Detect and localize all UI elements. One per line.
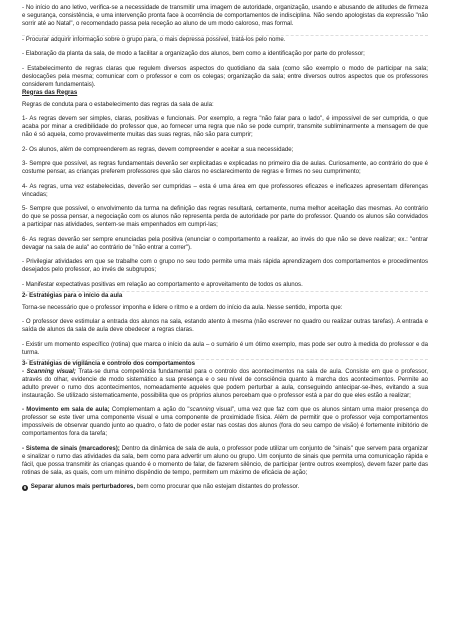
movimento-italic: scanning [189, 406, 214, 413]
paragraph-regras-intro: Regras de conduta para o estabelecimento das regras da sala de aula: [22, 100, 214, 108]
rule-2: 2- Os alunos, além de compreenderem as regras, devem compreender e aceitar a sua necessidade; [22, 145, 294, 153]
heading-regras-das-regras: Regras das Regras [22, 88, 78, 96]
paragraph-manifestar: - Manifestar expectativas positivas em relação ao comportamento e aproveitamento de todos os alunos. [22, 281, 428, 292]
sinais-label: - Sistema de sinais (marcadores); [22, 444, 120, 452]
paragraph-intro: - No início do ano letivo, verifica-se a necessidade de transmitir uma imagem de autoridade, organização, usando e abusando de atitudes de firmeza e segurança, consistência, e uma intervenção pronta face à ocorrência de comportamentos de indisciplina. Não sendo apologistas da expressão "não sorrir até ao Natal", o recomendado passa pela receção ao aluno de um modo caloroso, mas formal. [22, 4, 428, 27]
movimento-text-b: visual", uma vez que faz com que os alunos sintam uma maior presença do professor se este tiver uma componente visual e uma componente de proximidade física. Além de permitir que o professor veja comportamentos impossíveis de observar quando junto ao quadro, o fato de poder estar nas costas dos alunos (fora do seu campo de visão) é fortemente inibitório de comportamentos fora da tarefa; [22, 406, 428, 437]
separar-label: Separar alunos mais perturbadores, [30, 483, 136, 490]
paragraph-separar-alunos [22, 483, 428, 491]
paragraph-sistema-sinais [22, 445, 428, 477]
paragraph-procurar: - Procurar adquirir informação sobre o grupo para, o mais depressa possível, tratá-los pelo nome. [22, 35, 428, 44]
separar-text: bem como procurar que não estejam distantes do professor. [135, 483, 300, 490]
paragraph-privilegiar: - Privilegiar atividades em que se trabalhe com o grupo no seu todo permite uma mais rápida aprendizagem dos comportamentos e procedimentos desejados pelo professor, ao invés de subgrupos; [22, 258, 428, 273]
paragraph-estabelecimento: - Estabelecimento de regras claras que regulem diversos aspectos do quotidiano da sala (como são exemplo o modo de participar na sala; deslocações pela mesma; comunicar com o professor e com os colegas; organização da sala; entre diversos outros aspectos que os professores considerem fundamentais). [22, 64, 428, 88]
heading-estrategias-inicio-aula: 2- Estratégias para o início da aula [22, 291, 123, 299]
scanning-text: Trata-se duma competência fundamental para o controlo dos acontecimentos na sala de aula. Consiste em que o professor, através do olhar, evidencie de modo sistemático a sua presença e o seu nível de consciência quanto à marcha dos acontecimentos. Permite ao adulto prever o rumo dos acontecimentos, nomeadamente aqueles que podem perturbar a aula, conseguindo antecipar-se-lhes, evitando a sua instauração. Se utilizado sistematicamente, possibilita que os próprios alunos percebam que o professor está a par do que eles estão a realizar; [22, 367, 428, 399]
paragraph-existir-momento: - Existir um momento específico (rotina) que marca o início da aula – o sumário é um ótimo exemplo, mas pode ser outro à medida do professor e da turma. [22, 341, 428, 360]
rule-5: 5- Sempre que possível, o envolvimento da turma na definição das regras resultará, certamente, numa melhor aceitação das mesmas. Ao contrário do que se possa pensar, a negociação com os alunos não representa perda de autoridade por parte do professor. Quando os alunos são convidados a participar nas atividades, sentem-se mais empenhados em cumpri-las; [22, 205, 428, 228]
paragraph-planta: - Elaboração da planta da sala, de modo a facilitar a organização dos alunos, bem como a identificação por parte do professor; [22, 50, 365, 57]
numbered-circle-icon: 6 [23, 485, 27, 490]
paragraph-scanning-visual [22, 368, 428, 400]
sinais-text: Dentro da dinâmica de sala de aula, o professor pode utilizar um conjunto de "sinais" que servem para organizar e sinalizar o rumo das atividades da sala, bem como para advertir um aluno ou grupo. Um conjunto de sinais que permita uma comunicação rápida e fácil, que possa transmitir às crianças quando é o momento de falar, de fazerem silêncio, de participar (entre outros exemplos), devem fazer parte das rotinas de sala, as quais, com um mínimo dispêndio de tempo, permitem um máximo de eficácia de ação; [22, 444, 428, 476]
paragraph-torna-necessario: Torna-se necessário que o professor imponha e lidere o ritmo e a ordem do início da aula. Nesse sentido, importa que: [22, 303, 343, 311]
paragraph-entrada-alunos: - O professor deve estimular a entrada dos alunos na sala, estando atento à mesma (não escrever no quadro ou realizar outras tarefas). A entrada e saída de alunos da sala de aula deve obedecer a regras claras. [22, 318, 428, 333]
rule-1: 1- As regras devem ser simples, claras, positivas e funcionais. Por exemplo, a regra "não falar para o lado", é impossível de ser cumprida, o que acaba por minar a credibilidade do professor que, ao fornecer uma regra que não se pode cumprir, transmite subliminarmente a mensagem de que não é só aquela, como provavelmente muitas das suas regras, não são para cumprir; [22, 115, 428, 138]
movimento-text-a: Complementam a ação do " [109, 406, 190, 413]
rule-3: 3- Sempre que possível, as regras fundamentais deverão ser explicitadas e explicadas no primeiro dia de aulas. Curiosamente, ao contrário do que é costume pensar, as crianças preferem professores que são claros no esclarecimento de regras e firmes no seu cumprimento; [22, 160, 428, 175]
rule-4: 4- As regras, uma vez estabelecidas, deverão ser cumpridas – esta é uma área em que professores eficazes e ineficazes apresentam diferenças vincadas; [22, 182, 428, 198]
movimento-label: - Movimento em sala de aula; [22, 406, 110, 413]
scanning-label: - Scanning visual; [22, 367, 76, 375]
rule-6: 6- As regras deverão ser sempre enunciadas pela positiva (enunciar o comportamento a realizar, ao invés do que não se deve realizar; ex.: "entrar devagar na sala de aula" ao contrário de "não entrar a correr"). [22, 235, 428, 251]
paragraph-movimento-sala [22, 406, 428, 438]
heading-estrategias-vigilancia: 3- Estratégias de vigilância e controlo dos comportamentos [22, 359, 196, 367]
